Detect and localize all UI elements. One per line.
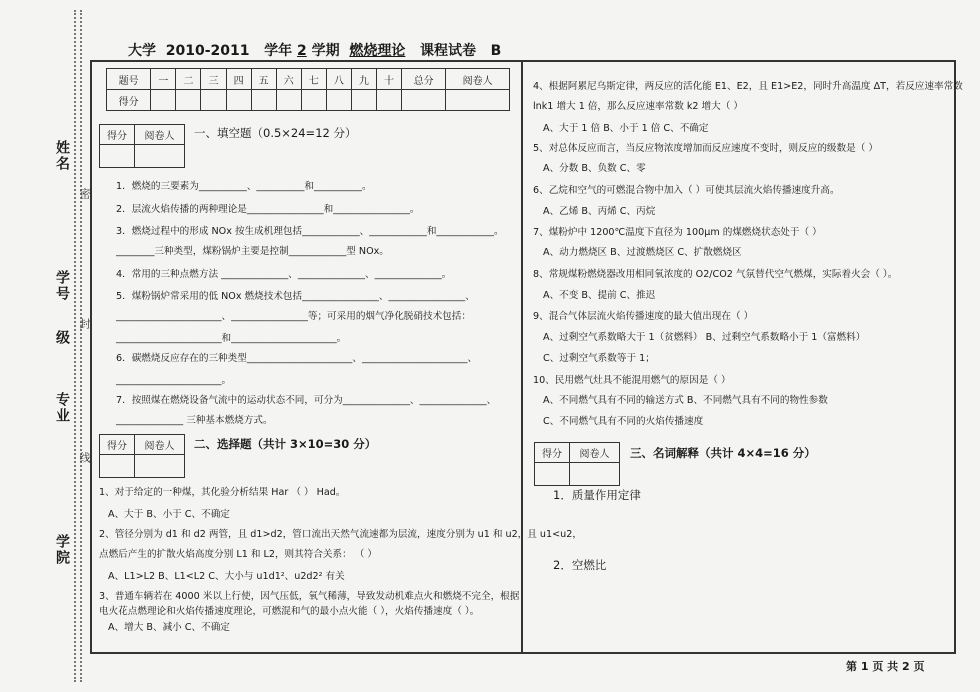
choice-question-line: 2、管径分别为 d1 和 d2 两管，且 d1>d2，管口流出天然气流速都为层流，速度分别为 u1 和 u2，且 u1<u2， (99, 529, 582, 540)
fill-blank-line: ______________________。 (116, 375, 232, 386)
grader-box-section2 (99, 434, 185, 478)
choice-question-line: A、大于 1 倍 B、小于 1 倍 C、不确定 (543, 123, 709, 134)
section1-title: 一、填空题（0.5×24=12 分） (194, 126, 357, 140)
fill-blank-line: ______________________、________________等；可采用的烟气净化脱硝技术包括： (116, 311, 471, 322)
choice-question-line: 8、常规煤粉燃烧器改用相同氧浓度的 O2/CO2 气氛替代空气燃煤，实际着火会（ ）。 (533, 269, 898, 280)
score-table-score-cell[interactable] (151, 90, 176, 111)
name-label: 姓名 (54, 140, 70, 172)
choice-question-line: A、大于 B、小于 C、不确定 (108, 509, 230, 520)
score-table-score-cell[interactable] (401, 90, 445, 111)
score-table-score-row (107, 90, 510, 111)
choice-question-line: A、增大 B、减小 C、不确定 (108, 622, 230, 633)
binding-dotted-line-outer (74, 10, 76, 682)
choice-question-line: 1、对于给定的一种煤，其化验分析结果 Har （ ） Had。 (99, 487, 346, 498)
binding-dotted-line-inner (80, 10, 82, 682)
score-table-score-cell[interactable] (376, 90, 401, 111)
score-table-score-cell[interactable] (176, 90, 201, 111)
score-table-header-cell: 四 (226, 69, 251, 90)
choice-question-line: 点燃后产生的扩散火焰高度分别 L1 和 L2，则其符合关系： （ ） (99, 549, 377, 560)
score-table-row-label: 得分 (107, 90, 151, 111)
score-table (106, 68, 510, 111)
score-table-header-cell: 七 (301, 69, 326, 90)
score-table-score-cell[interactable] (226, 90, 251, 111)
score-table-score-cell[interactable] (301, 90, 326, 111)
grader-box-grader-cell[interactable] (569, 463, 619, 486)
column-divider (521, 60, 523, 654)
choice-question-line: A、过剩空气系数略大于 1（贫燃料） B、过剩空气系数略小于 1（富燃料） (543, 332, 866, 343)
fill-blank-line: ______________________和______________________。 (116, 333, 347, 344)
fill-blank-line: 6．碳燃烧反应存在的三种类型______________________、______________________、 (116, 353, 478, 364)
score-table-header-cell: 六 (276, 69, 301, 90)
grader-box-score-cell[interactable] (535, 463, 570, 486)
grader-box-score-cell[interactable] (100, 455, 135, 478)
grader-box-score-label: 得分 (535, 443, 570, 463)
grader-box-score-label: 得分 (100, 125, 135, 145)
grader-box-section1 (99, 124, 185, 168)
score-table-score-cell[interactable] (276, 90, 301, 111)
seal-char-xian: 线 (78, 452, 91, 463)
fill-blank-line: ________三种类型，煤粉锅炉主要是控制____________型 NOx。 (116, 246, 389, 257)
grader-box-grader-label: 阅卷人 (569, 443, 619, 463)
fill-blank-line: 5．煤粉锅炉常采用的低 NOx 燃烧技术包括________________、________________、 (116, 291, 475, 302)
fill-blank-line: 2．层流火焰传播的两种理论是________________和________________。 (116, 204, 420, 215)
score-table-score-cell[interactable] (251, 90, 276, 111)
choice-question-line: 7、煤粉炉中 1200℃温度下直径为 100μm 的煤燃烧状态处于（ ） (533, 227, 822, 238)
choice-question-line: A、分数 B、负数 C、零 (543, 163, 646, 174)
score-table-header-cell: 阅卷人 (446, 69, 510, 90)
year-label: 学年 (264, 43, 293, 59)
fill-blank-line: 7．按照煤在燃烧设备气流中的运动状态不同，可分为______________、______________、 (116, 395, 497, 406)
score-table-header-cell: 总分 (401, 69, 445, 90)
score-table-header-cell: 一 (151, 69, 176, 90)
choice-question-line: 9、混合气体层流火焰传播速度的最大值出现在（ ） (533, 311, 754, 322)
university: 大学 (128, 43, 156, 59)
score-table-header-cell: 十 (376, 69, 401, 90)
score-table-score-cell[interactable] (201, 90, 226, 111)
term-item-2: 2．空燃比 (553, 558, 607, 572)
grader-box-score-label: 得分 (100, 435, 135, 455)
grader-box-grader-label: 阅卷人 (134, 125, 184, 145)
score-table-header-row (107, 69, 510, 90)
choice-question-line: A、乙烯 B、丙烯 C、丙烷 (543, 206, 656, 217)
seal-char-mi: 密 (78, 188, 91, 199)
grader-box-grader-cell[interactable] (134, 145, 184, 168)
class-label: 级 (54, 330, 70, 346)
grader-box-score-cell[interactable] (100, 145, 135, 168)
student-id-label: 学号 (54, 270, 70, 302)
choice-question-line: A、不同燃气具有不同的输送方式 B、不同燃气具有不同的物性参数 (543, 395, 828, 406)
choice-question-line: C、不同燃气具有不同的火焰传播速度 (543, 416, 704, 427)
choice-question-line: 6、乙烷和空气的可燃混合物中加入（ ）可使其层流火焰传播速度升高。 (533, 185, 840, 196)
choice-question-line: A、L1>L2 B、L1<L2 C、大小与 u1d1²、u2d2² 有关 (108, 571, 345, 582)
choice-question-line: 3、普通车辆若在 4000 米以上行使，因气压低，氧气稀薄，导致发动机难点火和燃烧不完全，根据 (99, 591, 520, 602)
academic-year: 2010-2011 (165, 43, 250, 59)
fill-blank-line: 4．常用的三种点燃方法 ______________、______________、______________。 (116, 269, 452, 280)
page-number: 第 1 页 共 2 页 (846, 660, 925, 673)
section3-title: 三、名词解释（共计 4×4=16 分） (630, 446, 816, 460)
section2-title: 二、选择题（共计 3×10=30 分） (194, 437, 377, 451)
choice-question-line: lnk1 增大 1 倍，那么反应速率常数 k2 增大（ ） (533, 101, 743, 112)
school-label: 学院 (54, 534, 70, 566)
score-table-header-cell: 九 (351, 69, 376, 90)
seal-char-feng: 封 (78, 318, 91, 329)
choice-question-line: 电火花点燃理论和火焰传播速度理论，可燃混和气的最小点火能（ ），火焰传播速度（ ）。 (99, 606, 480, 617)
score-table-score-cell[interactable] (326, 90, 351, 111)
choice-question-line: 5、对总体反应而言，当反应物浓度增加而反应速度不变时，则反应的级数是（ ） (533, 143, 878, 154)
major-label: 专业 (54, 392, 70, 424)
exam-title (128, 40, 501, 60)
score-table-header-cell: 八 (326, 69, 351, 90)
score-table-header-cell: 五 (251, 69, 276, 90)
grader-box-section3 (534, 442, 620, 486)
fill-blank-line: ______________ 三种基本燃烧方式。 (116, 415, 273, 426)
score-table-header-cell: 题号 (107, 69, 151, 90)
fill-blank-line: 1．燃烧的三要素为__________、__________和__________。 (116, 181, 372, 192)
choice-question-line: 10、民用燃气灶具不能混用燃气的原因是（ ） (533, 375, 731, 386)
score-table-score-cell[interactable] (446, 90, 510, 111)
score-table-header-cell: 二 (176, 69, 201, 90)
paper-variant: B (490, 43, 502, 59)
choice-question-line: A、不变 B、提前 C、推迟 (543, 290, 656, 301)
choice-question-line: A、动力燃烧区 B、过渡燃烧区 C、扩散燃烧区 (543, 247, 742, 258)
choice-question-line: 4、根据阿累尼乌斯定律，两反应的活化能 E1、E2，且 E1>E2，同时升高温度 ΔT，若反应速率常数 (533, 81, 963, 92)
choice-question-line: C、过剩空气系数等于 1； (543, 353, 655, 364)
score-table-header-cell: 三 (201, 69, 226, 90)
term-item-1: 1．质量作用定律 (553, 488, 641, 502)
grader-box-grader-label: 阅卷人 (134, 435, 184, 455)
score-table-score-cell[interactable] (351, 90, 376, 111)
term-number: 2 (297, 43, 307, 59)
term-label: 学期 (311, 43, 340, 59)
paper-label: 课程试卷 (420, 43, 476, 59)
fill-blank-line: 3．燃烧过程中的形成 NOx 按生成机理包括____________、____________和____________。 (116, 226, 504, 237)
grader-box-grader-cell[interactable] (134, 455, 184, 478)
course-name: 燃烧理论 (349, 43, 406, 59)
